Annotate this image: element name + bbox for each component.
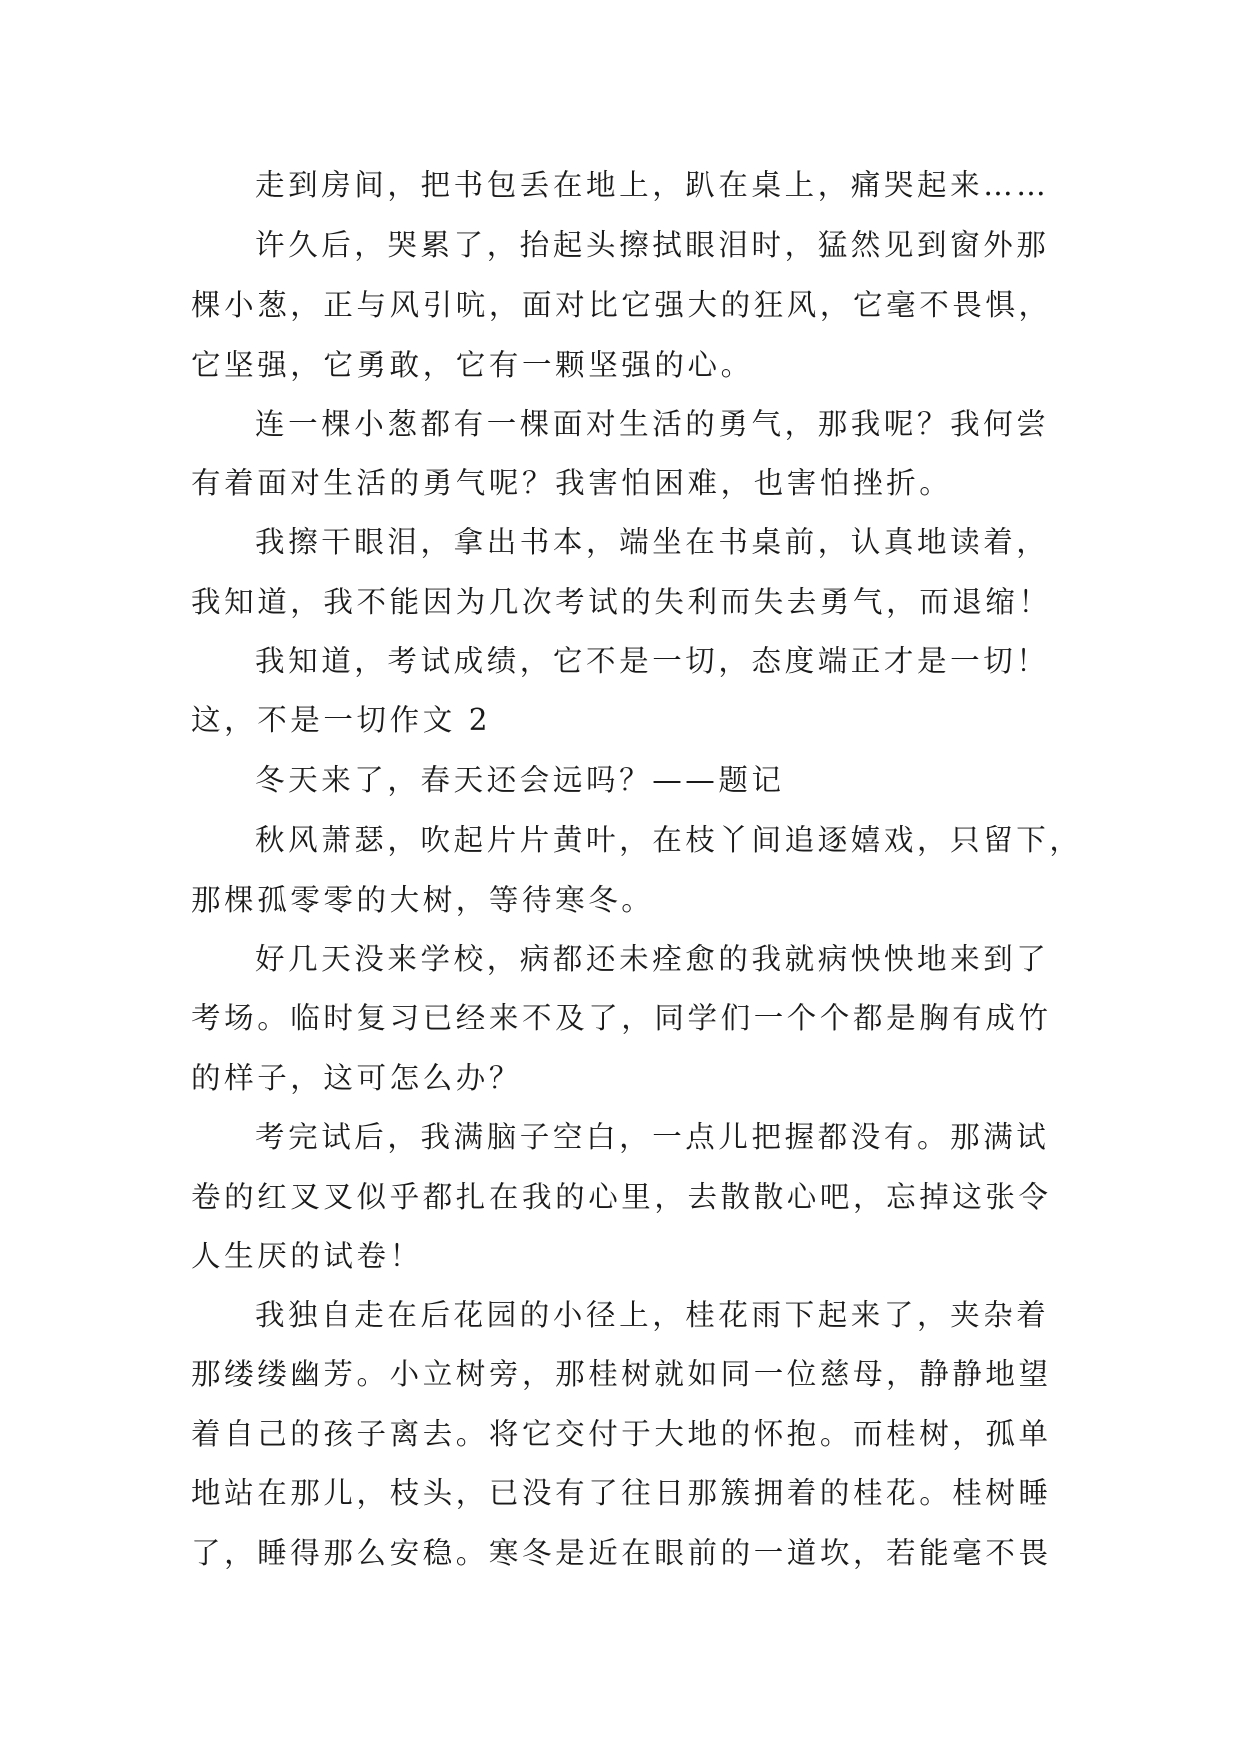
paragraph-line: 好几天没来学校，病都还未痊愈的我就病怏怏地来到了 bbox=[255, 942, 1050, 976]
paragraph-line: 棵小葱，正与风引吭，面对比它强大的狂风，它毫不畏惧， bbox=[191, 288, 1052, 322]
paragraph-line: 我知道，我不能因为几次考试的失利而失去勇气，而退缩！ bbox=[191, 585, 1052, 619]
paragraph-line: 地站在那儿，枝头，已没有了往日那簇拥着的桂花。桂树睡 bbox=[191, 1476, 1052, 1510]
epigraph-line: 冬天来了，春天还会远吗？——题记 bbox=[255, 763, 785, 797]
paragraph-line: 我独自走在后花园的小径上，桂花雨下起来了，夹杂着 bbox=[255, 1298, 1050, 1332]
paragraph-line: 我擦干眼泪，拿出书本，端坐在书桌前，认真地读着， bbox=[255, 525, 1050, 559]
paragraph-line: 那棵孤零零的大树，等待寒冬。 bbox=[191, 883, 655, 917]
paragraph-line: 着自己的孩子离去。将它交付于大地的怀抱。而桂树，孤单 bbox=[191, 1417, 1052, 1451]
paragraph-line: 我知道，考试成绩，它不是一切，态度端正才是一切！ bbox=[255, 644, 1050, 678]
paragraph-line: 的样子，这可怎么办？ bbox=[191, 1061, 523, 1095]
paragraph-line: 连一棵小葱都有一棵面对生活的勇气，那我呢？我何尝 bbox=[255, 407, 1050, 441]
paragraph-line: 那缕缕幽芳。小立树旁，那桂树就如同一位慈母，静静地望 bbox=[191, 1357, 1052, 1391]
paragraph-line: 卷的红叉叉似乎都扎在我的心里，去散散心吧，忘掉这张令 bbox=[191, 1180, 1052, 1214]
paragraph-line: 秋风萧瑟，吹起片片黄叶，在枝丫间追逐嬉戏，只留下， bbox=[255, 823, 1083, 857]
essay-title: 这，不是一切作文 2 bbox=[191, 703, 492, 737]
paragraph-line: 人生厌的试卷！ bbox=[191, 1239, 423, 1273]
paragraph-line: 考完试后，我满脑子空白，一点儿把握都没有。那满试 bbox=[255, 1120, 1050, 1154]
paragraph-line: 考场。临时复习已经来不及了，同学们一个个都是胸有成竹 bbox=[191, 1001, 1052, 1035]
paragraph-line: 走到房间，把书包丢在地上，趴在桌上，痛哭起来…… bbox=[255, 168, 1050, 202]
paragraph-line: 它坚强，它勇敢，它有一颗坚强的心。 bbox=[191, 348, 754, 382]
paragraph-line: 有着面对生活的勇气呢？我害怕困难，也害怕挫折。 bbox=[191, 466, 953, 500]
paragraph-line: 许久后，哭累了，抬起头擦拭眼泪时，猛然见到窗外那 bbox=[255, 228, 1050, 262]
paragraph-line: 了，睡得那么安稳。寒冬是近在眼前的一道坎，若能毫不畏 bbox=[191, 1536, 1052, 1570]
